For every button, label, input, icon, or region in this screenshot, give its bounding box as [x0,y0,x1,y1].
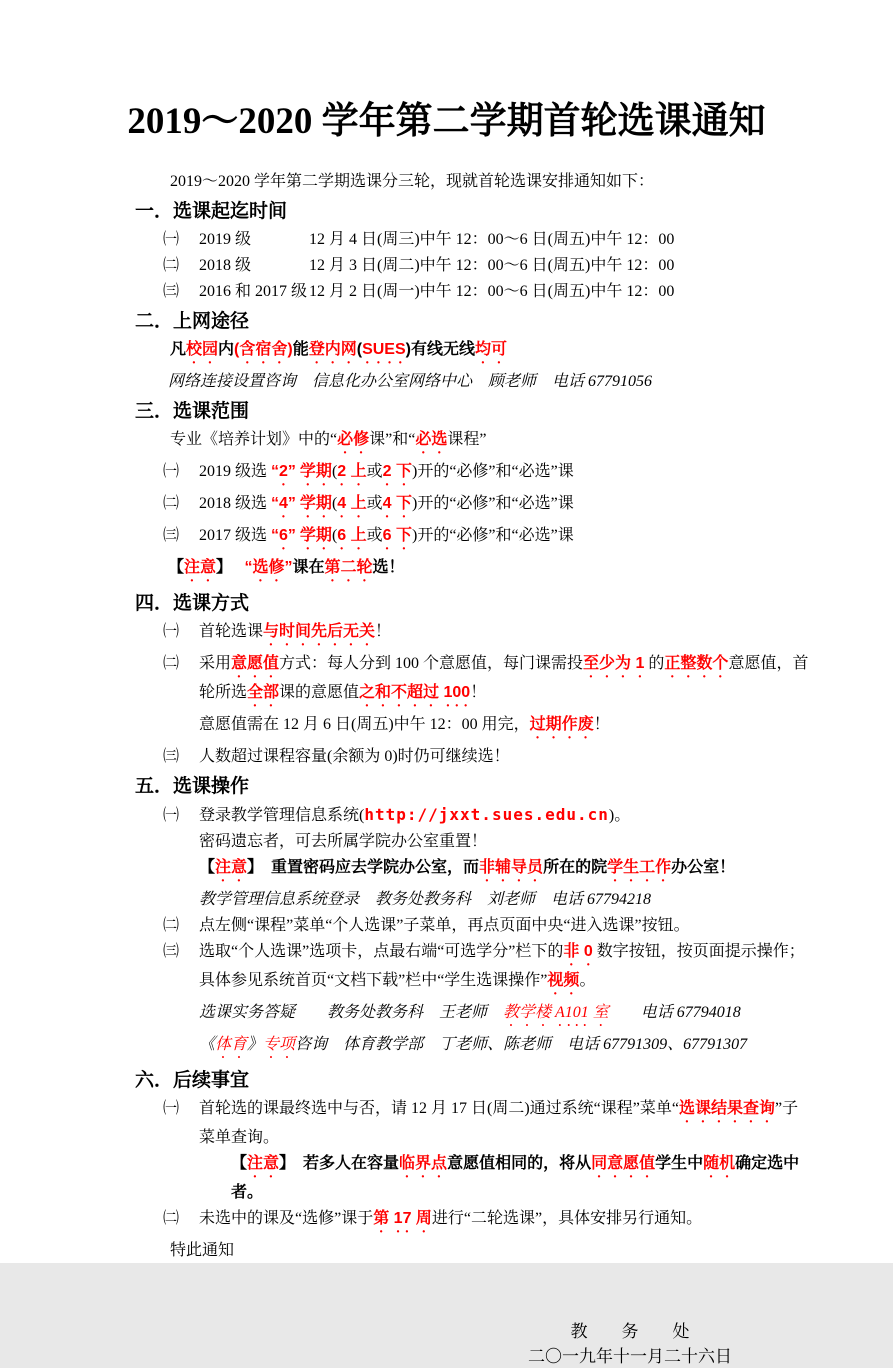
contact-line [168,370,810,393]
text-run: 采用 [199,655,232,672]
highlight-text: ” [287,527,296,544]
text-run: 【 [231,1155,248,1172]
list-item-continuation [199,830,810,853]
text-run: 课程” [447,431,487,448]
text-run: 教 务 处 [570,1322,690,1341]
highlight-text: 随机 [703,1155,736,1172]
highlight-text: 与时间先后无关 [263,623,376,640]
text-run: 12 月 4 日(周三)中午 12：00～6 日(周五)中午 12：00 [309,231,675,248]
contact-line [199,1001,810,1030]
list-item [163,524,810,553]
text-run: 》 [247,1036,264,1053]
section-heading [135,591,810,616]
highlight-text: 第二轮 [324,559,373,576]
highlight-text: 全部 [247,684,280,701]
schedule-item [163,254,810,277]
text-run: 12 月 2 日(周一)中午 12：00～6 日(周五)中午 12：00 [309,283,675,300]
item-marker: ㈠ [163,463,180,480]
list-item [163,652,810,710]
text-run: 所在的院 [543,859,608,876]
schedule-item [163,280,810,303]
item-marker: ㈢ [163,283,180,300]
notice-line [231,1152,810,1204]
highlight-text: 学期 [299,463,332,480]
text-run: 进行“二轮选课”，具体安排另行通知。 [431,1210,703,1227]
text-run: 】 若多人在容量 [279,1155,400,1172]
paragraph [170,428,810,457]
highlight-text: 专项 [263,1036,296,1053]
text-run: ！ [470,684,487,701]
highlight-text: 注意 [247,1155,280,1172]
text-run: ”子菜单查询。 [199,1100,799,1146]
highlight-text: 非辅导员 [479,859,544,876]
date-line [500,1345,760,1368]
text-run: 意愿值相同的，将从 [447,1155,592,1172]
notice-line [199,856,810,885]
highlight-text: 学生工作 [607,859,672,876]
text-run: 四．选课方式 [135,593,250,614]
highlight-text: 至少为 1 [583,655,645,672]
notice-line [168,556,810,585]
text-run: 二〇一九年十一月二十六日 [528,1347,732,1366]
text-run: 2017 级选 [199,527,272,544]
highlight-text: 含宿舍 [239,341,288,358]
highlight-text: 6 [279,527,288,544]
text-run: 能 [292,341,309,358]
highlight-text: 均可 [475,341,508,358]
item-marker: ㈢ [163,943,180,960]
text-run: ) [405,341,411,358]
text-run: 教学管理信息系统登录 教务处教务科 刘老师 电话 67794218 [199,891,652,908]
text-run: 2018 级 [199,257,252,274]
text-run: 首轮选课 [199,623,264,640]
list-item [163,620,810,649]
item-marker: ㈢ [163,748,180,765]
paragraph [170,1239,810,1262]
highlight-text: 4 上 [337,495,367,512]
list-item [163,1207,810,1236]
text-run: 咨询 体育教学部 丁老师、陈老师 电话 67791309、67791307 [295,1036,748,1053]
text-run: ！ [375,623,392,640]
text-run: 选！ [372,559,405,576]
text-run: 或 [366,495,383,512]
text-run: 课在 [292,559,325,576]
highlight-text: 注意 [184,559,217,576]
item-marker: ㈡ [163,655,180,672]
highlight-text: “ [271,463,280,480]
highlight-text: SUES [362,341,406,358]
text-run: ( [331,495,338,512]
text-run: ( [331,527,338,544]
text-run: 数字按钮，按页面提示操作；具体参见系统首页“文档下载”栏中“学生选课操作” [199,943,805,989]
text-run: 登录教学管理信息系统( [199,807,365,824]
item-marker: ㈡ [163,917,180,934]
text-run: 【 [199,859,216,876]
highlight-text: 学期 [299,495,332,512]
text-run: 首轮选的课最终选中与否，请 12 月 17 日(周二)通过系统“课程”菜单“ [199,1100,679,1117]
highlight-text: 非 0 [563,943,593,960]
text-run: 有线无线 [410,341,475,358]
highlight-text: 4 [279,495,288,512]
section-heading [135,774,810,799]
list-item [163,803,810,827]
text-run: 点左侧“课程”菜单“个人选课”子菜单，再点页面中央“进入选课”按钮。 [199,917,690,934]
item-marker: ㈠ [163,231,180,248]
highlight-text: 必修 [337,431,370,448]
highlight-text: 临界点 [399,1155,448,1172]
text-run: 专业《培养计划》中的“ [170,431,338,448]
text-run: )开的“必修”和“必选”课 [412,527,574,544]
schedule-item [163,228,810,251]
document-body [135,170,810,1368]
highlight-text: 选修 [252,559,285,576]
text-run: 学生中 [655,1155,704,1172]
text-run: ！ [593,716,610,733]
text-run: 或 [366,463,383,480]
highlight-text: 2 上 [337,463,367,480]
list-item [163,1097,810,1149]
list-item [163,914,810,937]
highlight-text: ” [284,559,293,576]
section-heading [135,309,810,334]
highlight-text: 视频 [547,972,580,989]
text-run: 一．选课起迄时间 [135,201,288,222]
text-run: 内 [218,341,235,358]
highlight-text: “ [271,495,280,512]
text-run: )开的“必修”和“必选”课 [412,463,574,480]
text-run: 网络连接设置咨询 信息化办公室网络中心 顾老师 电话 67791056 [168,373,653,390]
text-run: 特此通知 [170,1242,235,1259]
highlight-text: 2 下 [382,463,412,480]
highlight-text: 体育 [215,1036,248,1053]
highlight-text: http://jxxt.sues.edu.cn [364,805,609,824]
text-run: 选取“个人选课”选项卡，点最右端“可选学分”栏下的 [199,943,564,960]
highlight-text: 注意 [215,859,248,876]
text-run: 办公室！ [671,859,736,876]
text-run: 的 [644,655,665,672]
item-marker: ㈢ [163,527,180,544]
text-run: 《 [199,1036,216,1053]
highlight-text: ” [287,463,296,480]
text-run: 课的意愿值 [279,684,360,701]
text-run: 未选中的课及“选修”课于 [199,1210,374,1227]
item-marker: ㈠ [163,1100,180,1117]
highlight-text: 意愿值 [231,655,280,672]
highlight-text: 教学楼 A101 室 [503,1004,609,1021]
text-run: 密码遗忘者，可去所属学院办公室重置！ [199,833,488,850]
item-marker: ㈡ [163,1210,180,1227]
item-marker: ㈡ [163,257,180,274]
text-run: 人数超过课程容量(余额为 0)时仍可继续选！ [199,748,510,765]
text-run: 电话 67794018 [608,1004,741,1021]
item-marker: ㈠ [163,623,180,640]
highlight-text: 第 17 周 [373,1210,432,1227]
text-run: 12 月 3 日(周二)中午 12：00～6 日(周五)中午 12：00 [309,257,675,274]
contact-line [199,1033,810,1062]
list-item [163,940,810,998]
item-marker: ㈠ [163,807,180,824]
text-run: 【 [168,559,185,576]
list-item [163,460,810,489]
text-run: 2019～2020 学年第二学期选课分三轮，现就首轮选课安排通知如下： [170,173,655,190]
text-run: 凡 [170,341,187,358]
highlight-text: 之和不超过 100 [359,684,471,701]
highlight-text: 选课结果查询 [678,1100,775,1117]
highlight-text: ” [287,495,296,512]
text-run: 六．后续事宜 [135,1070,250,1091]
item-marker: ㈡ [163,495,180,512]
text-run: 课”和“ [369,431,416,448]
text-run: 。 [579,972,596,989]
text-run: 】 [216,559,245,576]
text-run: ( [331,463,338,480]
highlight-text: 校园 [186,341,219,358]
highlight-text: 学期 [299,527,332,544]
text-run: 2018 级选 [199,495,272,512]
text-run: 三．选课范围 [135,401,250,422]
highlight-text: “ [244,559,253,576]
highlight-text: 同意愿值 [591,1155,656,1172]
text-run: 2019 级 [199,231,252,248]
section-heading [135,1068,810,1093]
text-run: 】 重置密码应去学院办公室，而 [247,859,480,876]
intro-paragraph [170,170,810,193]
text-run: 意愿值需在 12 月 6 日(周五)中午 12：00 用完， [199,716,530,733]
contact-line [199,888,810,911]
text-run: 确定选中者。 [231,1155,800,1201]
text-run: ( [356,341,363,358]
text-run: )开的“必修”和“必选”课 [412,495,574,512]
section-heading [135,399,810,424]
highlight-text: 2 [279,463,288,480]
highlight-text: ) [287,341,293,358]
text-run: 五．选课操作 [135,776,250,797]
highlight-text: 登内网 [308,341,357,358]
list-item-continuation [199,713,810,742]
page-title: 2019～2020 学年第二学期首轮选课通知 [127,101,766,142]
text-run: 方式：每人分到 100 个意愿值，每门课需投 [279,655,584,672]
text-run: 二．上网途径 [135,311,250,332]
text-run: 2019 级选 [199,463,272,480]
highlight-text: ( [234,341,240,358]
highlight-text: 必选 [415,431,448,448]
text-run: 或 [366,527,383,544]
highlight-text: “ [271,527,280,544]
signature [500,1320,760,1343]
highlight-text: 过期作废 [529,716,594,733]
section-heading [135,199,810,224]
highlight-text: 6 上 [337,527,367,544]
highlight-text: 6 下 [382,527,412,544]
list-item [163,745,810,768]
text-run: )。 [608,807,631,824]
text-run: 2016 和 2017 级 [199,283,308,300]
list-item [163,492,810,521]
highlight-text: 4 下 [382,495,412,512]
highlight-text: 正整数个 [664,655,729,672]
text-run: 选课实务答疑 教务处教务科 王老师 [199,1004,504,1021]
paragraph [170,338,810,367]
text-run: 意愿值，首轮所选 [199,655,809,701]
